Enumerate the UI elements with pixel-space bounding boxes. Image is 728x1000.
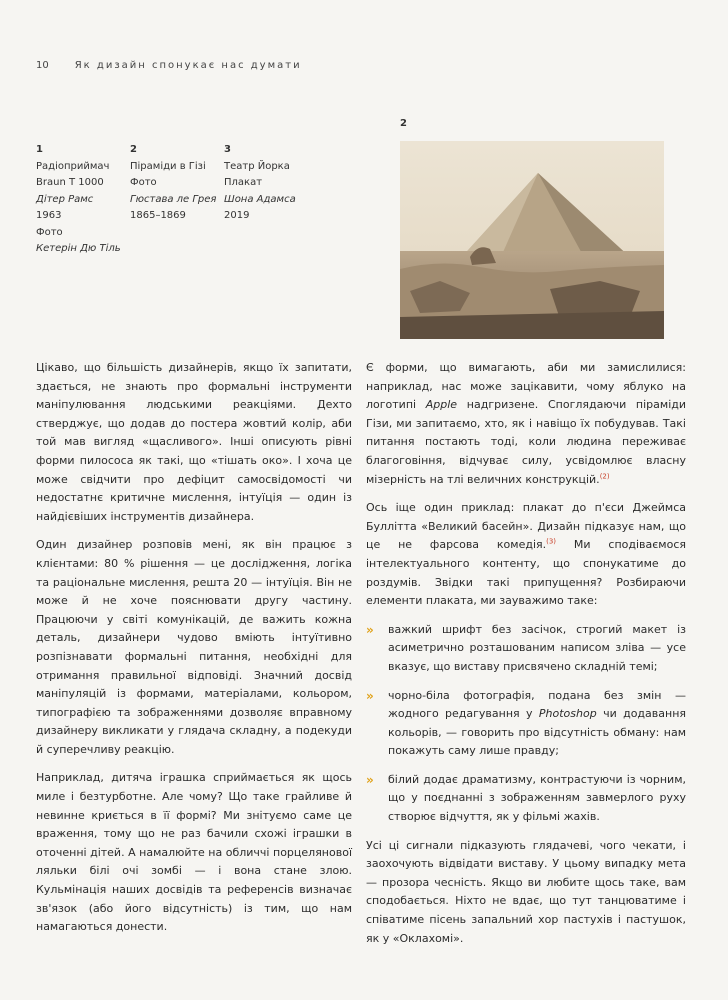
- caption-number: 2: [130, 144, 137, 155]
- bullet-icon: »: [366, 772, 374, 787]
- figure-label: 2: [400, 118, 407, 129]
- text: Є форми, що вимагають, аби ми замислилися: наприклад, нас може зацікавити, чому яблуко на логотипі: [366, 361, 686, 412]
- caption-1: [36, 142, 130, 258]
- text: надгризене. Споглядаючи піраміди Гізи, ми запитаємо, хто, як і навіщо їх побудував. Такі питання постають тоді, коли людина переживає благоговіння, відчуває силу, усвідомлює власну мізерність на тлі величних конструкцій.: [366, 398, 687, 486]
- pyramid-illustration: [400, 141, 664, 339]
- caption-line: 1963: [36, 210, 62, 221]
- caption-line: Плакат: [224, 177, 263, 188]
- software-name: Photoshop: [538, 707, 597, 721]
- text: Ось іще один приклад: плакат до п'єси Джеймса Буллітта «Великий басейн». Дизайн підказує нам, що це не фарсова комедія.: [366, 501, 686, 552]
- running-title: Як дизайн спонукає нас думати: [74, 60, 302, 71]
- caption-line: Braun T 1000: [36, 177, 104, 188]
- list-item: [366, 687, 686, 761]
- caption-line: Радіоприймач: [36, 160, 110, 172]
- paragraph: [366, 359, 686, 489]
- paragraph: Усі ці сигнали підказують глядачеві, чого чекати, і заохочують відвідати виставу. У цьому випадку мета — прозора чесність. Якщо ви любите щось таке, вам сподобається. Ніхто не вдає, що тут танцюватиме і співатиме пісень запальний хор пастухів і пастушок, як у «Оклахомі».: [366, 838, 686, 945]
- caption-line: 2019: [224, 210, 250, 221]
- running-header: [36, 60, 302, 71]
- caption-line: Театр Йорка: [224, 160, 290, 172]
- paragraph: Один дизайнер розповів мені, як він працює з клієнтами: 80 % рішення — це дослідження, логіка та раціональне мислення, решта 20 — інтуїція. Він не може й не хоче пояснювати другу частину. Працюючи у світі комунікацій, де важить кожна деталь, дизайнери чудово вміють інтуїтивно розпізнавати формальні питання, необхідні для отримання правильної відповіді. Значний досвід маніпуляцій із формами, матеріалами, кольором, типографією та зображеннями дозволяє вправному дизайнеру викликати у глядача складну, а подекуди й суперечливу реакцію.: [36, 538, 352, 756]
- caption-number: 3: [224, 144, 231, 155]
- caption-line: Фото: [130, 177, 157, 188]
- caption-2: [130, 142, 224, 258]
- text: чи додавання кольорів, — говорить про відсутність обману: нам покажуть саму лише правду;: [388, 707, 686, 758]
- caption-number: 1: [36, 144, 43, 155]
- bullet-icon: »: [366, 622, 374, 637]
- text: важкий шрифт без засічок, строгий макет із асиметрично розташованим написом зліва — усе вказує, що виставу присвячено складній темі;: [388, 622, 686, 673]
- caption-line: 1865–1869: [130, 210, 186, 221]
- text: чорно-біла фотографія, подана без змін — жодного редагування у: [388, 688, 686, 721]
- left-column: [36, 359, 352, 947]
- list-item: [366, 771, 686, 827]
- page-number: 10: [36, 60, 49, 71]
- paragraph: [366, 499, 686, 611]
- paragraph: Цікаво, що більшість дизайнерів, якщо їх запитати, здається, не знають про формальні інструменти маніпулювання людськими реакціями. Дехто стверджує, що додав до постера жовтий колір, аби той мав вигляд «щасливого». Інші описують рівні форми пилососа як такі, що «тішать око». І хоча це може свідчити про дефіцит самосвідомості чи недостатнє критичне мислення, інтуїція — один із найдієвіших інструментів дизайнера.: [36, 361, 352, 523]
- caption-line: Шона Адамса: [224, 193, 296, 205]
- caption-line: Піраміди в Гізі: [130, 160, 206, 172]
- right-column: [366, 359, 686, 958]
- brand-name: Apple: [425, 398, 458, 412]
- caption-3: [224, 142, 318, 258]
- text: Ми сподіваємося інтелектуального контенту, що спонукатиме до роздумів. Звідки такі припущення? Розбираючи елементи плаката, ми зауважимо таке:: [366, 538, 686, 608]
- bullet-list: [366, 621, 686, 827]
- caption-line: Гюстава ле Грея: [130, 193, 217, 205]
- caption-line: Кетерін Дю Тіль: [36, 243, 121, 254]
- caption-line: Дітер Рамс: [36, 193, 94, 205]
- footnote-ref[interactable]: (2): [599, 471, 610, 480]
- pyramid-photo: [400, 141, 664, 339]
- bullet-icon: »: [366, 688, 374, 703]
- text: білий додає драматизму, контрастуючи із чорним, що у поєднанні з зображенням завмерлого руху створює відчуття, як у фільмі жахів.: [388, 772, 686, 824]
- paragraph: Наприклад, дитяча іграшка сприймається як щось миле і безтурботне. Але чому? Що таке грайливе й невинне криється в її формі? Ми знітуємо саме це враження, тому що не раз бачили схожі іграшки в оточенні дітей. А намалюйте на обличчі порцелянової ляльки білі очі зомбі — і вона стане злою. Кульмінація наших досвідів та референсів визначає зв'язок (або його відсутність) із тим, що нам намагаються донести.: [36, 771, 352, 934]
- figure-captions: [36, 142, 318, 258]
- caption-line: Фото: [36, 226, 63, 238]
- footnote-ref[interactable]: (3): [546, 537, 557, 546]
- list-item: [366, 621, 686, 677]
